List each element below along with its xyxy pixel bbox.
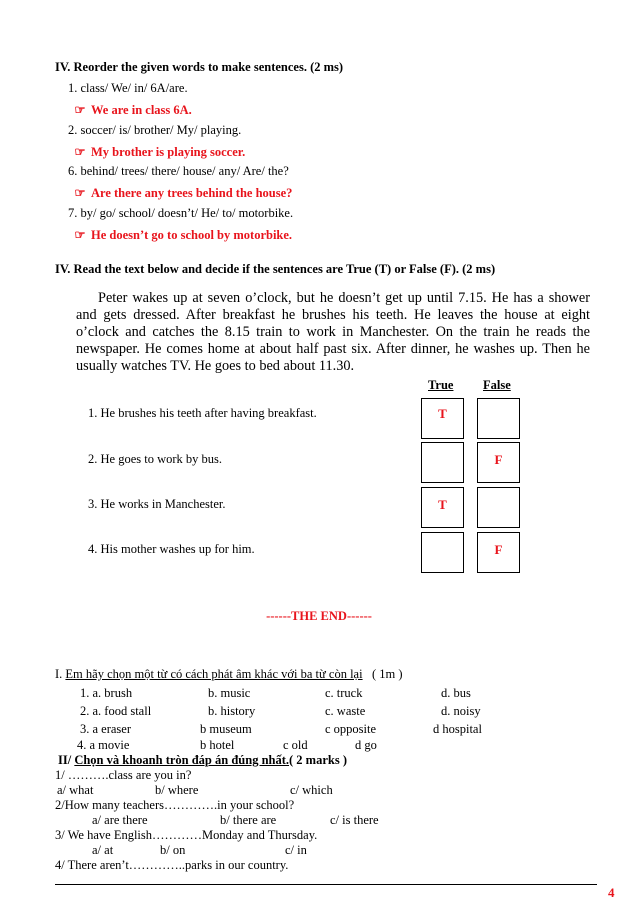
reorder-answer: ☞ He doesn’t go to school by motorbike.: [72, 227, 292, 243]
reorder-prompt: 7. by/ go/ school/ doesn’t/ He/ to/ motorbike.: [68, 206, 294, 220]
statement-text: 4. His mother washes up for him.: [88, 542, 255, 556]
mcq-option[interactable]: a/ at: [92, 843, 114, 857]
pointing-hand-icon: ☞: [74, 228, 86, 242]
pointing-hand-icon: ☞: [74, 145, 86, 159]
mcq-option[interactable]: a/ what: [57, 783, 94, 797]
mcq-question: 2/How many teachers………….in your school?: [55, 798, 295, 812]
phonetics-option[interactable]: b. history: [208, 704, 256, 718]
phonetics-option[interactable]: d hospital: [433, 722, 482, 736]
page-number: 4: [608, 885, 615, 900]
mcq-option[interactable]: b/ where: [155, 783, 199, 797]
mcq-option[interactable]: b/ on: [160, 843, 186, 857]
phonetics-option[interactable]: 1. a. brush: [80, 686, 133, 700]
false-answer-box[interactable]: [477, 398, 520, 439]
true-answer-box[interactable]: [421, 442, 464, 483]
true-mark: T: [438, 497, 447, 512]
mcq-option[interactable]: c/ in: [285, 843, 307, 857]
reorder-answer: ☞ Are there any trees behind the house?: [72, 185, 292, 201]
pointing-hand-icon: ☞: [74, 186, 86, 200]
the-end-marker: ------THE END------: [266, 609, 372, 623]
false-mark: F: [494, 452, 503, 467]
reorder-prompt: 6. behind/ trees/ there/ house/ any/ Are/ the?: [68, 164, 289, 178]
phonetics-option[interactable]: c. waste: [325, 704, 366, 718]
reorder-answer: ☞ My brother is playing soccer.: [72, 144, 245, 160]
reorder-heading: IV. Reorder the given words to make sentences. (2 ms): [55, 60, 344, 74]
mcq-option[interactable]: b/ there are: [220, 813, 277, 827]
false-mark: F: [494, 542, 503, 557]
phonetics-option[interactable]: c. truck: [325, 686, 363, 700]
mcq-heading: II/ Chọn và khoanh tròn đáp án đúng nhất.( 2 marks ): [58, 753, 347, 767]
phonetics-heading: I. Em hãy chọn một từ có cách phát âm khác với ba từ còn lại ( 1m ): [55, 667, 403, 681]
phonetics-option[interactable]: c old: [283, 738, 308, 752]
phonetics-option[interactable]: d. noisy: [441, 704, 481, 718]
mcq-question: 1/ ……….class are you in?: [55, 768, 192, 782]
reorder-answer: ☞ We are in class 6A.: [72, 102, 192, 118]
mcq-question: 4/ There aren’t…………..parks in our country.: [55, 858, 289, 872]
phonetics-option[interactable]: d go: [355, 738, 377, 752]
phonetics-option[interactable]: b museum: [200, 722, 252, 736]
reading-heading: IV. Read the text below and decide if the sentences are True (T) or False (F). (2 ms): [55, 262, 496, 276]
reorder-prompt: 2. soccer/ is/ brother/ My/ playing.: [68, 123, 242, 137]
statement-text: 1. He brushes his teeth after having breakfast.: [88, 406, 317, 420]
phonetics-option[interactable]: 3. a eraser: [80, 722, 132, 736]
mcq-option[interactable]: c/ which: [290, 783, 333, 797]
statement-text: 2. He goes to work by bus.: [88, 452, 223, 466]
true-column-header: True: [428, 378, 454, 392]
phonetics-option[interactable]: b. music: [208, 686, 251, 700]
true-answer-box[interactable]: [421, 532, 464, 573]
phonetics-option[interactable]: 4. a movie: [77, 738, 130, 752]
reading-passage: Peter wakes up at seven o’clock, but he doesn’t get up until 7.15. He has a shower and gets dressed. After breakfast he brushes his teeth. He leaves the house at eight o’clock and catches the 8.15 train to work in Manchester. On the train he reads the newspaper. He comes home at about half past six. After dinner, he washes up. Then he usually watches TV. He goes to bed about 11.30.: [76, 290, 590, 374]
footer-divider: [55, 884, 597, 885]
mcq-question: 3/ We have English…………Monday and Thursday.: [55, 828, 318, 842]
statement-text: 3. He works in Manchester.: [88, 497, 226, 511]
true-mark: T: [438, 406, 447, 421]
pointing-hand-icon: ☞: [74, 103, 86, 117]
phonetics-option[interactable]: b hotel: [200, 738, 235, 752]
mcq-option[interactable]: a/ are there: [92, 813, 148, 827]
reorder-prompt: 1. class/ We/ in/ 6A/are.: [68, 81, 188, 95]
phonetics-option[interactable]: 2. a. food stall: [80, 704, 152, 718]
false-column-header: False: [483, 378, 511, 392]
false-answer-box[interactable]: [477, 487, 520, 528]
mcq-option[interactable]: c/ is there: [330, 813, 379, 827]
phonetics-option[interactable]: d. bus: [441, 686, 471, 700]
phonetics-option[interactable]: c opposite: [325, 722, 377, 736]
